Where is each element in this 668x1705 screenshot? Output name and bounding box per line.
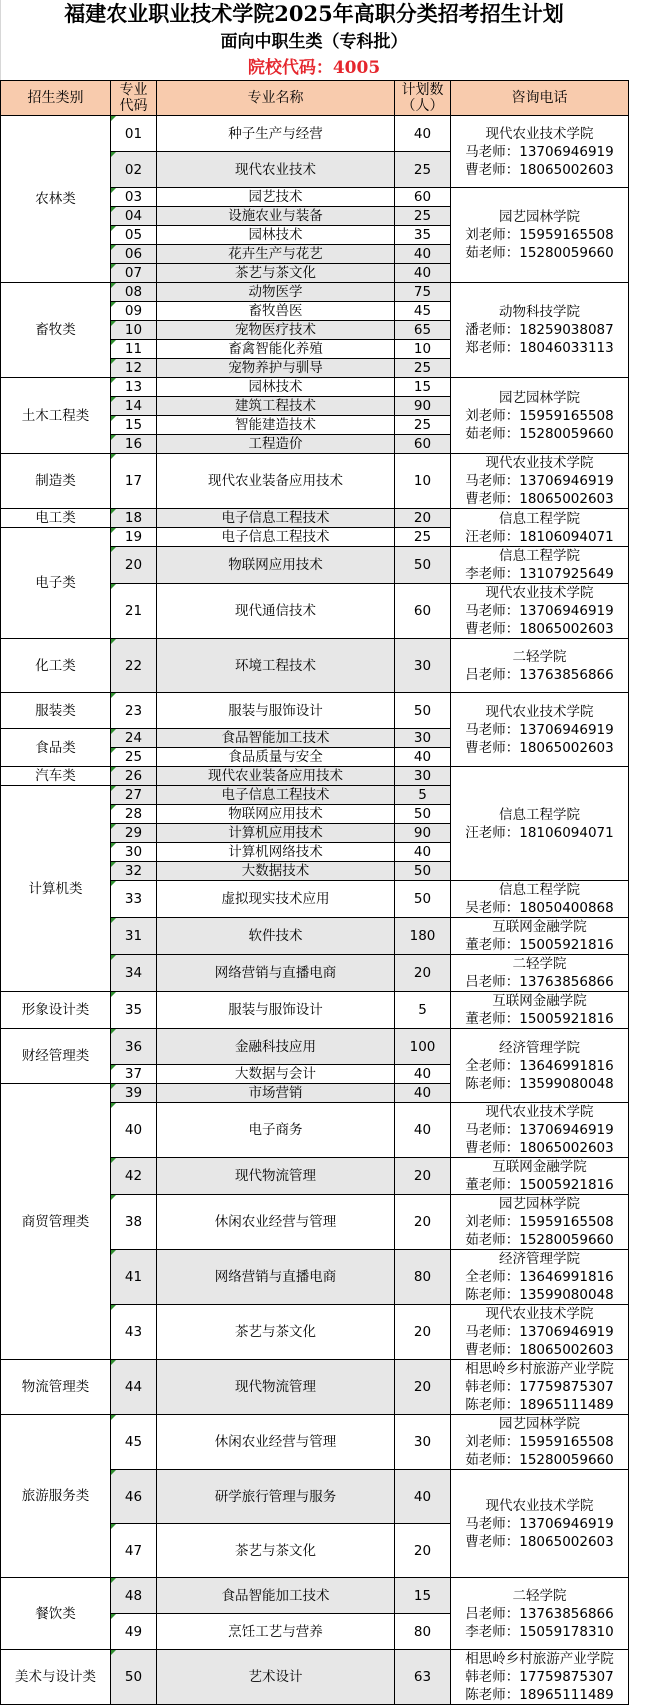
major-name: 现代通信技术 <box>157 584 395 639</box>
major-code: 25 <box>111 748 157 767</box>
major-code: 47 <box>111 1524 157 1578</box>
major-name: 园林技术 <box>157 226 395 245</box>
major-code: 49 <box>111 1614 157 1650</box>
contact-department: 二轻学院 <box>512 648 567 665</box>
contact-phone: 陈老师：13599080048 <box>465 1287 614 1303</box>
major-name: 服装与服饰设计 <box>157 693 395 729</box>
contact-cell <box>451 992 629 1029</box>
major-name: 研学旅行管理与服务 <box>157 1470 395 1524</box>
table-row <box>1 1578 629 1614</box>
contact-phone: 刘老师：15959165508 <box>465 407 614 424</box>
plan-count: 40 <box>395 1065 451 1084</box>
contact-department: 现代农业技术学院 <box>485 455 594 471</box>
plan-count: 80 <box>395 1250 451 1305</box>
category-cell: 化工类 <box>1 639 111 693</box>
plan-count: 40 <box>395 1103 451 1158</box>
major-code: 46 <box>111 1470 157 1524</box>
major-code: 36 <box>111 1029 157 1065</box>
contact-cell <box>451 639 629 693</box>
contact-phone: 马老师：13706946919 <box>465 1122 614 1138</box>
plan-count: 15 <box>395 1578 451 1614</box>
major-name: 花卉生产与花艺 <box>157 245 395 264</box>
plan-count: 50 <box>395 805 451 824</box>
plan-count: 60 <box>395 435 451 454</box>
major-name: 电子商务 <box>157 1103 395 1158</box>
contact-department: 信息工程学院 <box>499 806 580 823</box>
plan-count: 100 <box>395 1029 451 1065</box>
major-code: 44 <box>111 1360 157 1415</box>
header-major-name: 专业名称 <box>157 81 395 116</box>
category-cell: 计算机类 <box>1 786 111 992</box>
table-row <box>1 116 629 152</box>
major-name: 园艺技术 <box>157 188 395 207</box>
major-name: 物联网应用技术 <box>157 547 395 584</box>
plan-count: 30 <box>395 767 451 786</box>
table-row <box>1 1415 629 1470</box>
plan-count: 180 <box>395 918 451 955</box>
plan-count: 5 <box>395 786 451 805</box>
plan-count: 35 <box>395 226 451 245</box>
contact-phone: 吕老师：13763856866 <box>465 666 614 683</box>
major-name: 休闲农业经营与管理 <box>157 1195 395 1250</box>
major-name: 金融科技应用 <box>157 1029 395 1065</box>
major-code: 26 <box>111 767 157 786</box>
major-code: 17 <box>111 454 157 509</box>
major-code: 14 <box>111 397 157 416</box>
contact-phone: 刘老师：15959165508 <box>465 1434 614 1450</box>
contact-cell <box>451 918 629 955</box>
plan-count: 10 <box>395 454 451 509</box>
contact-phone: 陈老师：13599080048 <box>465 1075 614 1092</box>
plan-count: 20 <box>395 1195 451 1250</box>
category-cell: 旅游服务类 <box>1 1415 111 1578</box>
major-code: 15 <box>111 416 157 435</box>
contact-phone: 韩老师：17759875307 <box>465 1379 614 1395</box>
contact-cell <box>451 1415 629 1470</box>
major-name: 烹饪工艺与营养 <box>157 1614 395 1650</box>
page-subtitle: 面向中职生类（专科批） <box>220 32 408 52</box>
category-cell: 财经管理类 <box>1 1029 111 1084</box>
major-code: 09 <box>111 302 157 321</box>
plan-count: 20 <box>395 1158 451 1195</box>
contact-department: 二轻学院 <box>512 956 567 972</box>
contact-cell <box>451 547 629 584</box>
contact-phone: 马老师：13706946919 <box>465 1515 614 1532</box>
contact-cell <box>451 1158 629 1195</box>
contact-department: 互联网金融学院 <box>492 919 587 935</box>
major-code: 03 <box>111 188 157 207</box>
category-cell: 形象设计类 <box>1 992 111 1029</box>
major-name: 艺术设计 <box>157 1650 395 1705</box>
category-cell: 美术与设计类 <box>1 1650 111 1705</box>
major-code: 37 <box>111 1065 157 1084</box>
major-code: 28 <box>111 805 157 824</box>
contact-phone: 董老师：15005921816 <box>465 937 614 953</box>
plan-count: 40 <box>395 1084 451 1103</box>
contact-department: 互联网金融学院 <box>492 993 587 1009</box>
contact-phone: 刘老师：15959165508 <box>465 1214 614 1230</box>
contact-cell <box>451 1103 629 1158</box>
contact-cell <box>451 767 629 881</box>
contact-cell <box>451 1250 629 1305</box>
table-row <box>1 283 629 302</box>
major-code: 08 <box>111 283 157 302</box>
major-code: 48 <box>111 1578 157 1614</box>
contact-department: 相思岭乡村旅游产业学院 <box>465 1361 614 1377</box>
contact-department: 经济管理学院 <box>499 1251 580 1267</box>
table-row <box>1 1650 629 1705</box>
contact-cell <box>451 188 629 283</box>
plan-count: 50 <box>395 862 451 881</box>
plan-count: 40 <box>395 748 451 767</box>
major-name: 电子信息工程技术 <box>157 509 395 528</box>
contact-cell <box>451 955 629 992</box>
plan-count: 50 <box>395 547 451 584</box>
plan-count: 25 <box>395 528 451 547</box>
category-cell: 电工类 <box>1 509 111 528</box>
major-name: 食品质量与安全 <box>157 748 395 767</box>
major-code: 45 <box>111 1415 157 1470</box>
plan-count: 30 <box>395 729 451 748</box>
major-name: 宠物医疗技术 <box>157 321 395 340</box>
major-code: 35 <box>111 992 157 1029</box>
plan-count: 5 <box>395 992 451 1029</box>
school-code: 院校代码：4005 <box>247 58 381 78</box>
header-category: 招生类别 <box>1 81 111 116</box>
contact-department: 现代农业技术学院 <box>485 125 594 142</box>
major-code: 18 <box>111 509 157 528</box>
plan-count: 20 <box>395 955 451 992</box>
major-name: 设施农业与装备 <box>157 207 395 226</box>
contact-phone: 曹老师：18065002603 <box>465 739 614 756</box>
plan-count: 60 <box>395 188 451 207</box>
table-body <box>1 116 629 1705</box>
plan-count: 30 <box>395 639 451 693</box>
major-code: 21 <box>111 584 157 639</box>
table-row <box>1 454 629 509</box>
category-cell: 土木工程类 <box>1 378 111 454</box>
contact-phone: 曹老师：18065002603 <box>465 1342 614 1358</box>
category-cell: 畜牧类 <box>1 283 111 378</box>
plan-count: 25 <box>395 152 451 188</box>
major-name: 计算机网络技术 <box>157 843 395 862</box>
plan-count: 90 <box>395 397 451 416</box>
major-code: 24 <box>111 729 157 748</box>
plan-count: 75 <box>395 283 451 302</box>
plan-count: 45 <box>395 302 451 321</box>
category-cell: 食品类 <box>1 729 111 767</box>
major-code: 06 <box>111 245 157 264</box>
contact-phone: 吕老师：13763856866 <box>465 974 614 990</box>
contact-department: 园艺园林学院 <box>499 1416 580 1432</box>
contact-cell <box>451 509 629 547</box>
plan-count: 50 <box>395 881 451 918</box>
major-code: 34 <box>111 955 157 992</box>
major-name: 大数据技术 <box>157 862 395 881</box>
plan-count: 25 <box>395 207 451 226</box>
plan-count: 20 <box>395 1524 451 1578</box>
major-code: 33 <box>111 881 157 918</box>
contact-cell <box>451 1029 629 1103</box>
contact-cell <box>451 1650 629 1705</box>
contact-department: 园艺园林学院 <box>499 209 580 225</box>
major-code: 40 <box>111 1103 157 1158</box>
major-name: 大数据与会计 <box>157 1065 395 1084</box>
major-name: 服装与服饰设计 <box>157 992 395 1029</box>
contact-cell <box>451 378 629 454</box>
major-code: 05 <box>111 226 157 245</box>
plan-count: 25 <box>395 416 451 435</box>
plan-count: 80 <box>395 1614 451 1650</box>
plan-count: 50 <box>395 693 451 729</box>
contact-cell <box>451 1305 629 1360</box>
major-name: 休闲农业经营与管理 <box>157 1415 395 1470</box>
major-code: 11 <box>111 340 157 359</box>
major-code: 30 <box>111 843 157 862</box>
major-name: 物联网应用技术 <box>157 805 395 824</box>
major-name: 食品智能加工技术 <box>157 1578 395 1614</box>
table-row <box>1 1360 629 1415</box>
major-name: 工程造价 <box>157 435 395 454</box>
plan-count: 20 <box>395 1305 451 1360</box>
plan-count: 63 <box>395 1650 451 1705</box>
table-row <box>1 1029 629 1065</box>
table-row <box>1 992 629 1029</box>
header-phone: 咨询电话 <box>451 81 629 116</box>
major-name: 食品智能加工技术 <box>157 729 395 748</box>
major-code: 04 <box>111 207 157 226</box>
category-cell: 制造类 <box>1 454 111 509</box>
major-code: 31 <box>111 918 157 955</box>
plan-count: 20 <box>395 509 451 528</box>
contact-phone: 茹老师：15280059660 <box>465 425 614 442</box>
plan-count: 40 <box>395 843 451 862</box>
major-code: 38 <box>111 1195 157 1250</box>
major-name: 茶艺与茶文化 <box>157 264 395 283</box>
contact-department: 经济管理学院 <box>499 1039 580 1056</box>
major-code: 23 <box>111 693 157 729</box>
plan-count: 10 <box>395 340 451 359</box>
major-code: 29 <box>111 824 157 843</box>
page-title: 福建农业职业技术学院2025年高职分类招考招生计划 <box>64 1 564 26</box>
major-name: 网络营销与直播电商 <box>157 1250 395 1305</box>
contact-phone: 曹老师：18065002603 <box>465 491 614 507</box>
contact-phone: 吕老师：13763856866 <box>465 1605 614 1622</box>
contact-department: 互联网金融学院 <box>492 1159 587 1175</box>
contact-phone: 汪老师：18106094071 <box>465 528 614 545</box>
contact-phone: 韩老师：17759875307 <box>465 1669 614 1685</box>
contact-department: 信息工程学院 <box>499 548 580 564</box>
category-cell: 农林类 <box>1 116 111 283</box>
major-name: 宠物养护与驯导 <box>157 359 395 378</box>
plan-count: 15 <box>395 378 451 397</box>
contact-cell <box>451 881 629 918</box>
table-row <box>1 693 629 729</box>
enrollment-plan-table <box>0 80 629 1705</box>
contact-phone: 全老师：13646991816 <box>465 1057 614 1074</box>
major-code: 13 <box>111 378 157 397</box>
major-code: 01 <box>111 116 157 152</box>
contact-department: 园艺园林学院 <box>499 1196 580 1212</box>
major-code: 10 <box>111 321 157 340</box>
plan-count: 60 <box>395 584 451 639</box>
plan-count: 40 <box>395 116 451 152</box>
table-row <box>1 767 629 786</box>
plan-count: 30 <box>395 1415 451 1470</box>
major-name: 畜牧兽医 <box>157 302 395 321</box>
contact-phone: 曹老师：18065002603 <box>465 161 614 178</box>
major-name: 智能建造技术 <box>157 416 395 435</box>
major-name: 园林技术 <box>157 378 395 397</box>
contact-phone: 陈老师：18965111489 <box>465 1397 614 1413</box>
category-cell: 电子类 <box>1 528 111 639</box>
contact-cell <box>451 116 629 188</box>
contact-cell <box>451 283 629 378</box>
contact-cell <box>451 1578 629 1650</box>
table-row <box>1 378 629 397</box>
plan-count: 40 <box>395 1470 451 1524</box>
contact-phone: 刘老师：15959165508 <box>465 227 614 243</box>
major-name: 现代物流管理 <box>157 1360 395 1415</box>
contact-phone: 曹老师：18065002603 <box>465 621 614 637</box>
contact-phone: 马老师：13706946919 <box>465 143 614 160</box>
contact-cell <box>451 1360 629 1415</box>
major-name: 建筑工程技术 <box>157 397 395 416</box>
contact-phone: 李老师：15059178310 <box>465 1623 614 1640</box>
category-cell: 汽车类 <box>1 767 111 786</box>
contact-department: 相思岭乡村旅游产业学院 <box>465 1651 614 1667</box>
plan-count: 20 <box>395 1360 451 1415</box>
major-name: 环境工程技术 <box>157 639 395 693</box>
major-name: 软件技术 <box>157 918 395 955</box>
category-cell: 商贸管理类 <box>1 1084 111 1360</box>
plan-count: 40 <box>395 264 451 283</box>
contact-phone: 汪老师：18106094071 <box>465 824 614 841</box>
major-code: 27 <box>111 786 157 805</box>
major-code: 12 <box>111 359 157 378</box>
major-code: 41 <box>111 1250 157 1305</box>
major-code: 42 <box>111 1158 157 1195</box>
table-row <box>1 509 629 528</box>
contact-cell <box>451 584 629 639</box>
contact-phone: 潘老师：18259038087 <box>465 322 614 338</box>
category-cell: 服装类 <box>1 693 111 729</box>
major-code: 16 <box>111 435 157 454</box>
contact-phone: 陈老师：18965111489 <box>465 1687 614 1703</box>
major-code: 19 <box>111 528 157 547</box>
major-name: 现代农业装备应用技术 <box>157 454 395 509</box>
major-name: 现代农业技术 <box>157 152 395 188</box>
contact-department: 现代农业技术学院 <box>485 585 594 601</box>
major-name: 现代农业装备应用技术 <box>157 767 395 786</box>
major-name: 市场营销 <box>157 1084 395 1103</box>
contact-department: 现代农业技术学院 <box>485 1497 594 1514</box>
contact-department: 现代农业技术学院 <box>485 1104 594 1120</box>
contact-phone: 吴老师：18050400868 <box>465 900 614 916</box>
contact-department: 现代农业技术学院 <box>485 1306 594 1322</box>
major-code: 50 <box>111 1650 157 1705</box>
category-cell: 物流管理类 <box>1 1360 111 1415</box>
contact-department: 现代农业技术学院 <box>485 703 594 720</box>
major-name: 虚拟现实技术应用 <box>157 881 395 918</box>
major-name: 茶艺与茶文化 <box>157 1524 395 1578</box>
contact-phone: 马老师：13706946919 <box>465 603 614 619</box>
table-header-row <box>1 81 629 116</box>
table-row <box>1 639 629 693</box>
contact-cell <box>451 693 629 767</box>
header-plan: 计划数 （人） <box>395 81 451 116</box>
contact-phone: 郑老师：18046033113 <box>465 340 614 356</box>
plan-count: 65 <box>395 321 451 340</box>
contact-phone: 马老师：13706946919 <box>465 1324 614 1340</box>
contact-cell <box>451 1470 629 1578</box>
major-name: 网络营销与直播电商 <box>157 955 395 992</box>
major-name: 动物医学 <box>157 283 395 302</box>
contact-department: 园艺园林学院 <box>499 389 580 406</box>
major-code: 07 <box>111 264 157 283</box>
major-code: 02 <box>111 152 157 188</box>
major-code: 39 <box>111 1084 157 1103</box>
major-name: 计算机应用技术 <box>157 824 395 843</box>
major-name: 畜禽智能化养殖 <box>157 340 395 359</box>
category-cell: 餐饮类 <box>1 1578 111 1650</box>
major-code: 20 <box>111 547 157 584</box>
contact-phone: 马老师：13706946919 <box>465 473 614 489</box>
contact-phone: 茹老师：15280059660 <box>465 1232 614 1248</box>
contact-phone: 董老师：15005921816 <box>465 1011 614 1027</box>
contact-department: 二轻学院 <box>512 1587 567 1604</box>
contact-phone: 董老师：15005921816 <box>465 1177 614 1193</box>
header-major-code: 专业 代码 <box>111 81 157 116</box>
plan-count: 90 <box>395 824 451 843</box>
contact-phone: 曹老师：18065002603 <box>465 1140 614 1156</box>
contact-department: 信息工程学院 <box>499 882 580 898</box>
contact-phone: 茹老师：15280059660 <box>465 245 614 261</box>
contact-phone: 茹老师：15280059660 <box>465 1452 614 1468</box>
contact-phone: 李老师：13107925649 <box>465 566 614 582</box>
contact-phone: 全老师：13646991816 <box>465 1269 614 1285</box>
plan-count: 40 <box>395 245 451 264</box>
contact-department: 动物科技学院 <box>499 304 580 320</box>
major-name: 现代物流管理 <box>157 1158 395 1195</box>
major-name: 电子信息工程技术 <box>157 528 395 547</box>
major-code: 22 <box>111 639 157 693</box>
major-name: 电子信息工程技术 <box>157 786 395 805</box>
contact-phone: 马老师：13706946919 <box>465 721 614 738</box>
plan-count: 25 <box>395 359 451 378</box>
contact-department: 信息工程学院 <box>499 510 580 527</box>
major-name: 茶艺与茶文化 <box>157 1305 395 1360</box>
contact-cell <box>451 454 629 509</box>
contact-phone: 曹老师：18065002603 <box>465 1533 614 1550</box>
contact-cell <box>451 1195 629 1250</box>
major-name: 种子生产与经营 <box>157 116 395 152</box>
major-code: 32 <box>111 862 157 881</box>
major-code: 43 <box>111 1305 157 1360</box>
